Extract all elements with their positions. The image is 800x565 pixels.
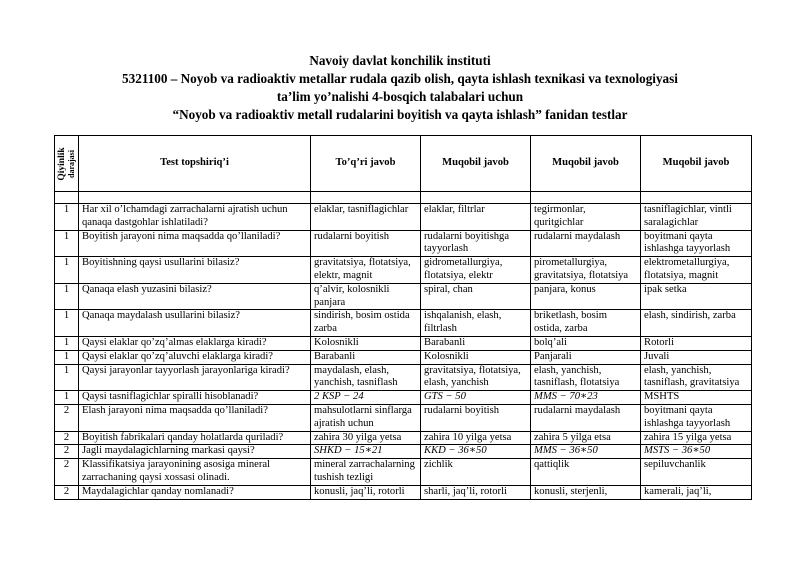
- alt-answer-cell-2: bolq’ali: [531, 336, 641, 350]
- correct-answer-cell: SHKD − 15∗21: [311, 445, 421, 459]
- alt-answer-cell-1: rudalarni boyitish: [421, 404, 531, 431]
- correct-answer-cell: gravitatsiya, flotatsiya, elektr, magnit: [311, 257, 421, 284]
- alt-answer-cell-2: MMS − 36∗50: [531, 445, 641, 459]
- table-row: [55, 404, 752, 431]
- correct-answer-cell: rudalarni boyitish: [311, 230, 421, 257]
- correct-answer-cell: Barabanli: [311, 350, 421, 364]
- table-header-row: [55, 136, 752, 192]
- alt-answer-cell-1: zichlik: [421, 459, 531, 486]
- table-row: [55, 230, 752, 257]
- alt-answer-cell-2: Panjarali: [531, 350, 641, 364]
- difficulty-cell: 1: [55, 350, 79, 364]
- alt-answer-cell-1: KKD − 36∗50: [421, 445, 531, 459]
- alt-answer-cell-2: panjara, konus: [531, 283, 641, 310]
- alt-answer-cell-2: konusli, sterjenli,: [531, 485, 641, 499]
- alt-answer-cell-3: tasniflagichlar, vintli saralagichlar: [641, 204, 752, 231]
- alt-answer-cell-3: MSTS − 36∗50: [641, 445, 752, 459]
- alt-answer-cell-2: rudalarni maydalash: [531, 404, 641, 431]
- difficulty-cell: 2: [55, 459, 79, 486]
- alt-answer-cell-2: rudalarni maydalash: [531, 230, 641, 257]
- correct-answer-cell: 2 KSP − 24: [311, 391, 421, 405]
- alt-answer-cell-3: elektrometallurgiya, flotatsiya, magnit: [641, 257, 752, 284]
- alt-answer-cell-3: elash, yanchish, tasniflash, gravitatsiya: [641, 364, 752, 391]
- correct-answer-cell: konusli, jaq’li, rotorli: [311, 485, 421, 499]
- table-row: [55, 350, 752, 364]
- audience-line: ta’lim yo’nalishi 4-bosqich talabalari uchun: [276, 89, 524, 104]
- question-cell: Qaysi tasniflagichlar spiralli hisoblanadi?: [79, 391, 311, 405]
- alt-answer-header-3: Muqobil javob: [641, 136, 752, 192]
- question-header: Test topshiriq’i: [79, 136, 311, 192]
- correct-answer-header: To’q’ri javob: [311, 136, 421, 192]
- correct-answer-cell: maydalash, elash, yanchish, tasniflash: [311, 364, 421, 391]
- alt-answer-cell-2: zahira 5 yilga etsa: [531, 431, 641, 445]
- question-cell: Maydalagichlar qanday nomlanadi?: [79, 485, 311, 499]
- question-cell: Qanaqa maydalash usullarini bilasiz?: [79, 310, 311, 337]
- table-row: [55, 257, 752, 284]
- difficulty-cell: 1: [55, 310, 79, 337]
- table-row: [55, 310, 752, 337]
- difficulty-cell: 1: [55, 283, 79, 310]
- alt-answer-cell-1: GTS − 50: [421, 391, 531, 405]
- correct-answer-cell: sindirish, bosim ostida zarba: [311, 310, 421, 337]
- alt-answer-cell-3: Juvali: [641, 350, 752, 364]
- difficulty-header: [55, 136, 79, 192]
- difficulty-header-line2: darajasi: [66, 149, 76, 178]
- alt-answer-cell-3: ipak setka: [641, 283, 752, 310]
- question-cell: Qaysi jarayonlar tayyorlash jarayonlariga kiradi?: [79, 364, 311, 391]
- alt-answer-cell-3: MSHTS: [641, 391, 752, 405]
- question-cell: Klassifikatsiya jarayonining asosiga mineral zarrachaning qaysi xossasi olinadi.: [79, 459, 311, 486]
- table-row: [55, 431, 752, 445]
- alt-answer-cell-1: ishqalanish, elash, filtrlash: [421, 310, 531, 337]
- question-cell: Qaysi elaklar qo’zq’almas elaklarga kiradi?: [79, 336, 311, 350]
- correct-answer-cell: q’alvir, kolosnikli panjara: [311, 283, 421, 310]
- alt-answer-header-2: Muqobil javob: [531, 136, 641, 192]
- correct-answer-cell: elaklar, tasniflagichlar: [311, 204, 421, 231]
- table-row: [55, 391, 752, 405]
- correct-answer-cell: mineral zarrachalarning tushish tezligi: [311, 459, 421, 486]
- alt-answer-cell-3: Rotorli: [641, 336, 752, 350]
- alt-answer-cell-3: boyitmani qayta ishlashga tayyorlash: [641, 404, 752, 431]
- alt-answer-header-1: Muqobil javob: [421, 136, 531, 192]
- difficulty-cell: 1: [55, 391, 79, 405]
- tests-body: [55, 204, 752, 500]
- question-cell: Boyitishning qaysi usullarini bilasiz?: [79, 257, 311, 284]
- alt-answer-cell-1: gidrometallurgiya, flotatsiya, elektr: [421, 257, 531, 284]
- spacer-row: [55, 192, 752, 204]
- difficulty-cell: 2: [55, 404, 79, 431]
- table-row: [55, 445, 752, 459]
- alt-answer-cell-3: zahira 15 yilga yetsa: [641, 431, 752, 445]
- alt-answer-cell-1: elaklar, filtrlar: [421, 204, 531, 231]
- alt-answer-cell-2: elash, yanchish, tasniflash, flotatsiya: [531, 364, 641, 391]
- difficulty-cell: 2: [55, 431, 79, 445]
- difficulty-cell: 1: [55, 230, 79, 257]
- alt-answer-cell-3: sepiluvchanlik: [641, 459, 752, 486]
- alt-answer-cell-2: MMS − 70∗23: [531, 391, 641, 405]
- alt-answer-cell-3: boyitmani qayta ishlashga tayyorlash: [641, 230, 752, 257]
- correct-answer-cell: mahsulotlarni sinflarga ajratish uchun: [311, 404, 421, 431]
- alt-answer-cell-2: briketlash, bosim ostida, zarba: [531, 310, 641, 337]
- question-cell: Har xil o’lchamdagi zarrachalarni ajratish uchun qanaqa dastgohlar ishlatiladi?: [79, 204, 311, 231]
- question-cell: Qaysi elaklar qo’zq’aluvchi elaklarga kiradi?: [79, 350, 311, 364]
- alt-answer-cell-1: sharli, jaq’li, rotorli: [421, 485, 531, 499]
- alt-answer-cell-2: pirometallurgiya, gravitatsiya, flotatsiya: [531, 257, 641, 284]
- difficulty-header-line1: Qiyinlik: [56, 146, 67, 181]
- table-row: [55, 204, 752, 231]
- alt-answer-cell-1: Kolosnikli: [421, 350, 531, 364]
- tests-table: [54, 135, 752, 500]
- alt-answer-cell-1: gravitatsiya, flotatsiya, elash, yanchish: [421, 364, 531, 391]
- difficulty-cell: 1: [55, 336, 79, 350]
- alt-answer-cell-3: elash, sindirish, zarba: [641, 310, 752, 337]
- table-row: [55, 336, 752, 350]
- alt-answer-cell-1: Barabanli: [421, 336, 531, 350]
- correct-answer-cell: Kolosnikli: [311, 336, 421, 350]
- difficulty-cell: 2: [55, 485, 79, 499]
- question-cell: Jagli maydalagichlarning markasi qaysi?: [79, 445, 311, 459]
- table-row: [55, 364, 752, 391]
- difficulty-cell: 2: [55, 445, 79, 459]
- question-cell: Boyitish jarayoni nima maqsadda qo’llaniladi?: [79, 230, 311, 257]
- alt-answer-cell-2: tegirmonlar, quritgichlar: [531, 204, 641, 231]
- subject-title: “Noyob va radioaktiv metall rudalarini boyitish va qayta ishlash” fanidan testlar: [172, 107, 628, 122]
- alt-answer-cell-1: rudalarni boyitishga tayyorlash: [421, 230, 531, 257]
- question-cell: Boyitish fabrikalari qanday holatlarda quriladi?: [79, 431, 311, 445]
- institute-title: Navoiy davlat konchilik instituti: [309, 53, 491, 68]
- document-header: [0, 52, 800, 124]
- alt-answer-cell-3: kamerali, jaq’li,: [641, 485, 752, 499]
- alt-answer-cell-2: qattiqlik: [531, 459, 641, 486]
- correct-answer-cell: zahira 30 yilga yetsa: [311, 431, 421, 445]
- table-row: [55, 459, 752, 486]
- difficulty-cell: 1: [55, 257, 79, 284]
- program-title: 5321100 – Noyob va radioaktiv metallar rudala qazib olish, qayta ishlash texnikasi va texnologiyasi: [122, 71, 678, 86]
- difficulty-cell: 1: [55, 204, 79, 231]
- difficulty-cell: 1: [55, 364, 79, 391]
- alt-answer-cell-1: spiral, chan: [421, 283, 531, 310]
- table-row: [55, 283, 752, 310]
- table-row: [55, 485, 752, 499]
- question-cell: Qanaqa elash yuzasini bilasiz?: [79, 283, 311, 310]
- alt-answer-cell-1: zahira 10 yilga yetsa: [421, 431, 531, 445]
- question-cell: Elash jarayoni nima maqsadda qo’llaniladi?: [79, 404, 311, 431]
